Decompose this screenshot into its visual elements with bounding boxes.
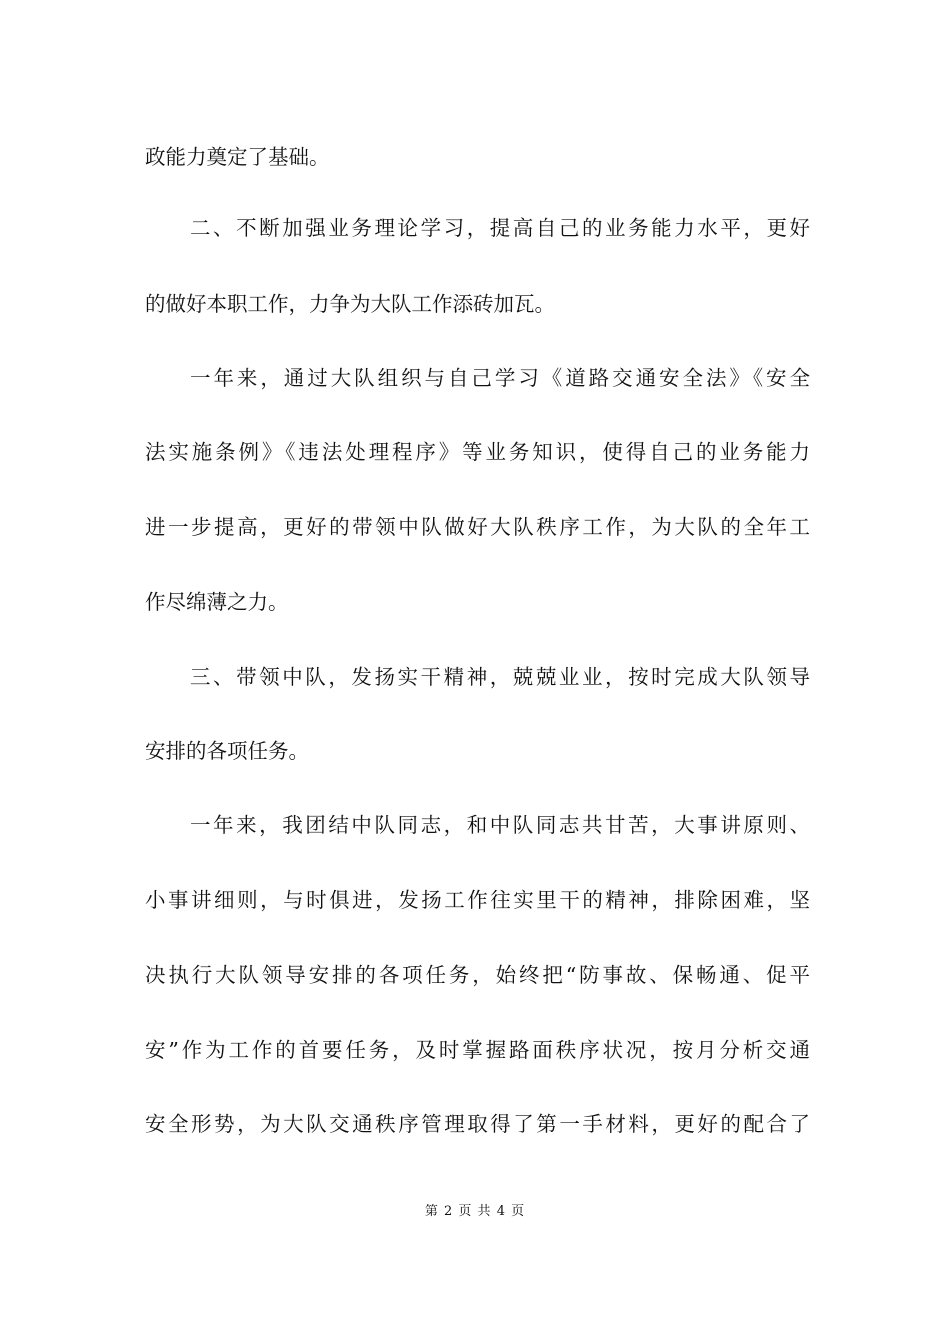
text-line: 安排的各项任务。 [145,739,309,763]
text-line: 二、不断加强业务理论学习，提高自己的业务能力水平，更好 [190,216,810,240]
text-line: 安全形势，为大队交通秩序管理取得了第一手材料，更好的配合了 [145,1112,810,1136]
text-line: 政能力奠定了基础。 [145,145,330,169]
text-line: 法实施条例》《违法处理程序》等业务知识，使得自己的业务能力 [145,440,810,464]
text-line: 小事讲细则，与时俱进，发扬工作往实里干的精神，排除困难，坚 [145,888,810,912]
text-line: 的做好本职工作，力争为大队工作添砖加瓦。 [145,292,555,316]
text-line: 三、带领中队，发扬实干精神，兢兢业业，按时完成大队领导 [190,665,810,689]
text-line: 一年来，我团结中队同志，和中队同志共甘苦，大事讲原则、 [190,813,810,837]
page-number-footer: 第 2 页 共 4 页 [424,1204,526,1219]
text-line: 决执行大队领导安排的各项任务，始终把“防事故、保畅通、促平 [145,963,810,987]
text-line: 一年来，通过大队组织与自己学习《道路交通安全法》《安全 [190,366,810,390]
text-line: 进一步提高，更好的带领中队做好大队秩序工作，为大队的全年工 [145,515,810,539]
text-line: 安”作为工作的首要任务，及时掌握路面秩序状况，按月分析交通 [145,1038,810,1062]
text-line: 作尽绵薄之力。 [145,590,289,614]
